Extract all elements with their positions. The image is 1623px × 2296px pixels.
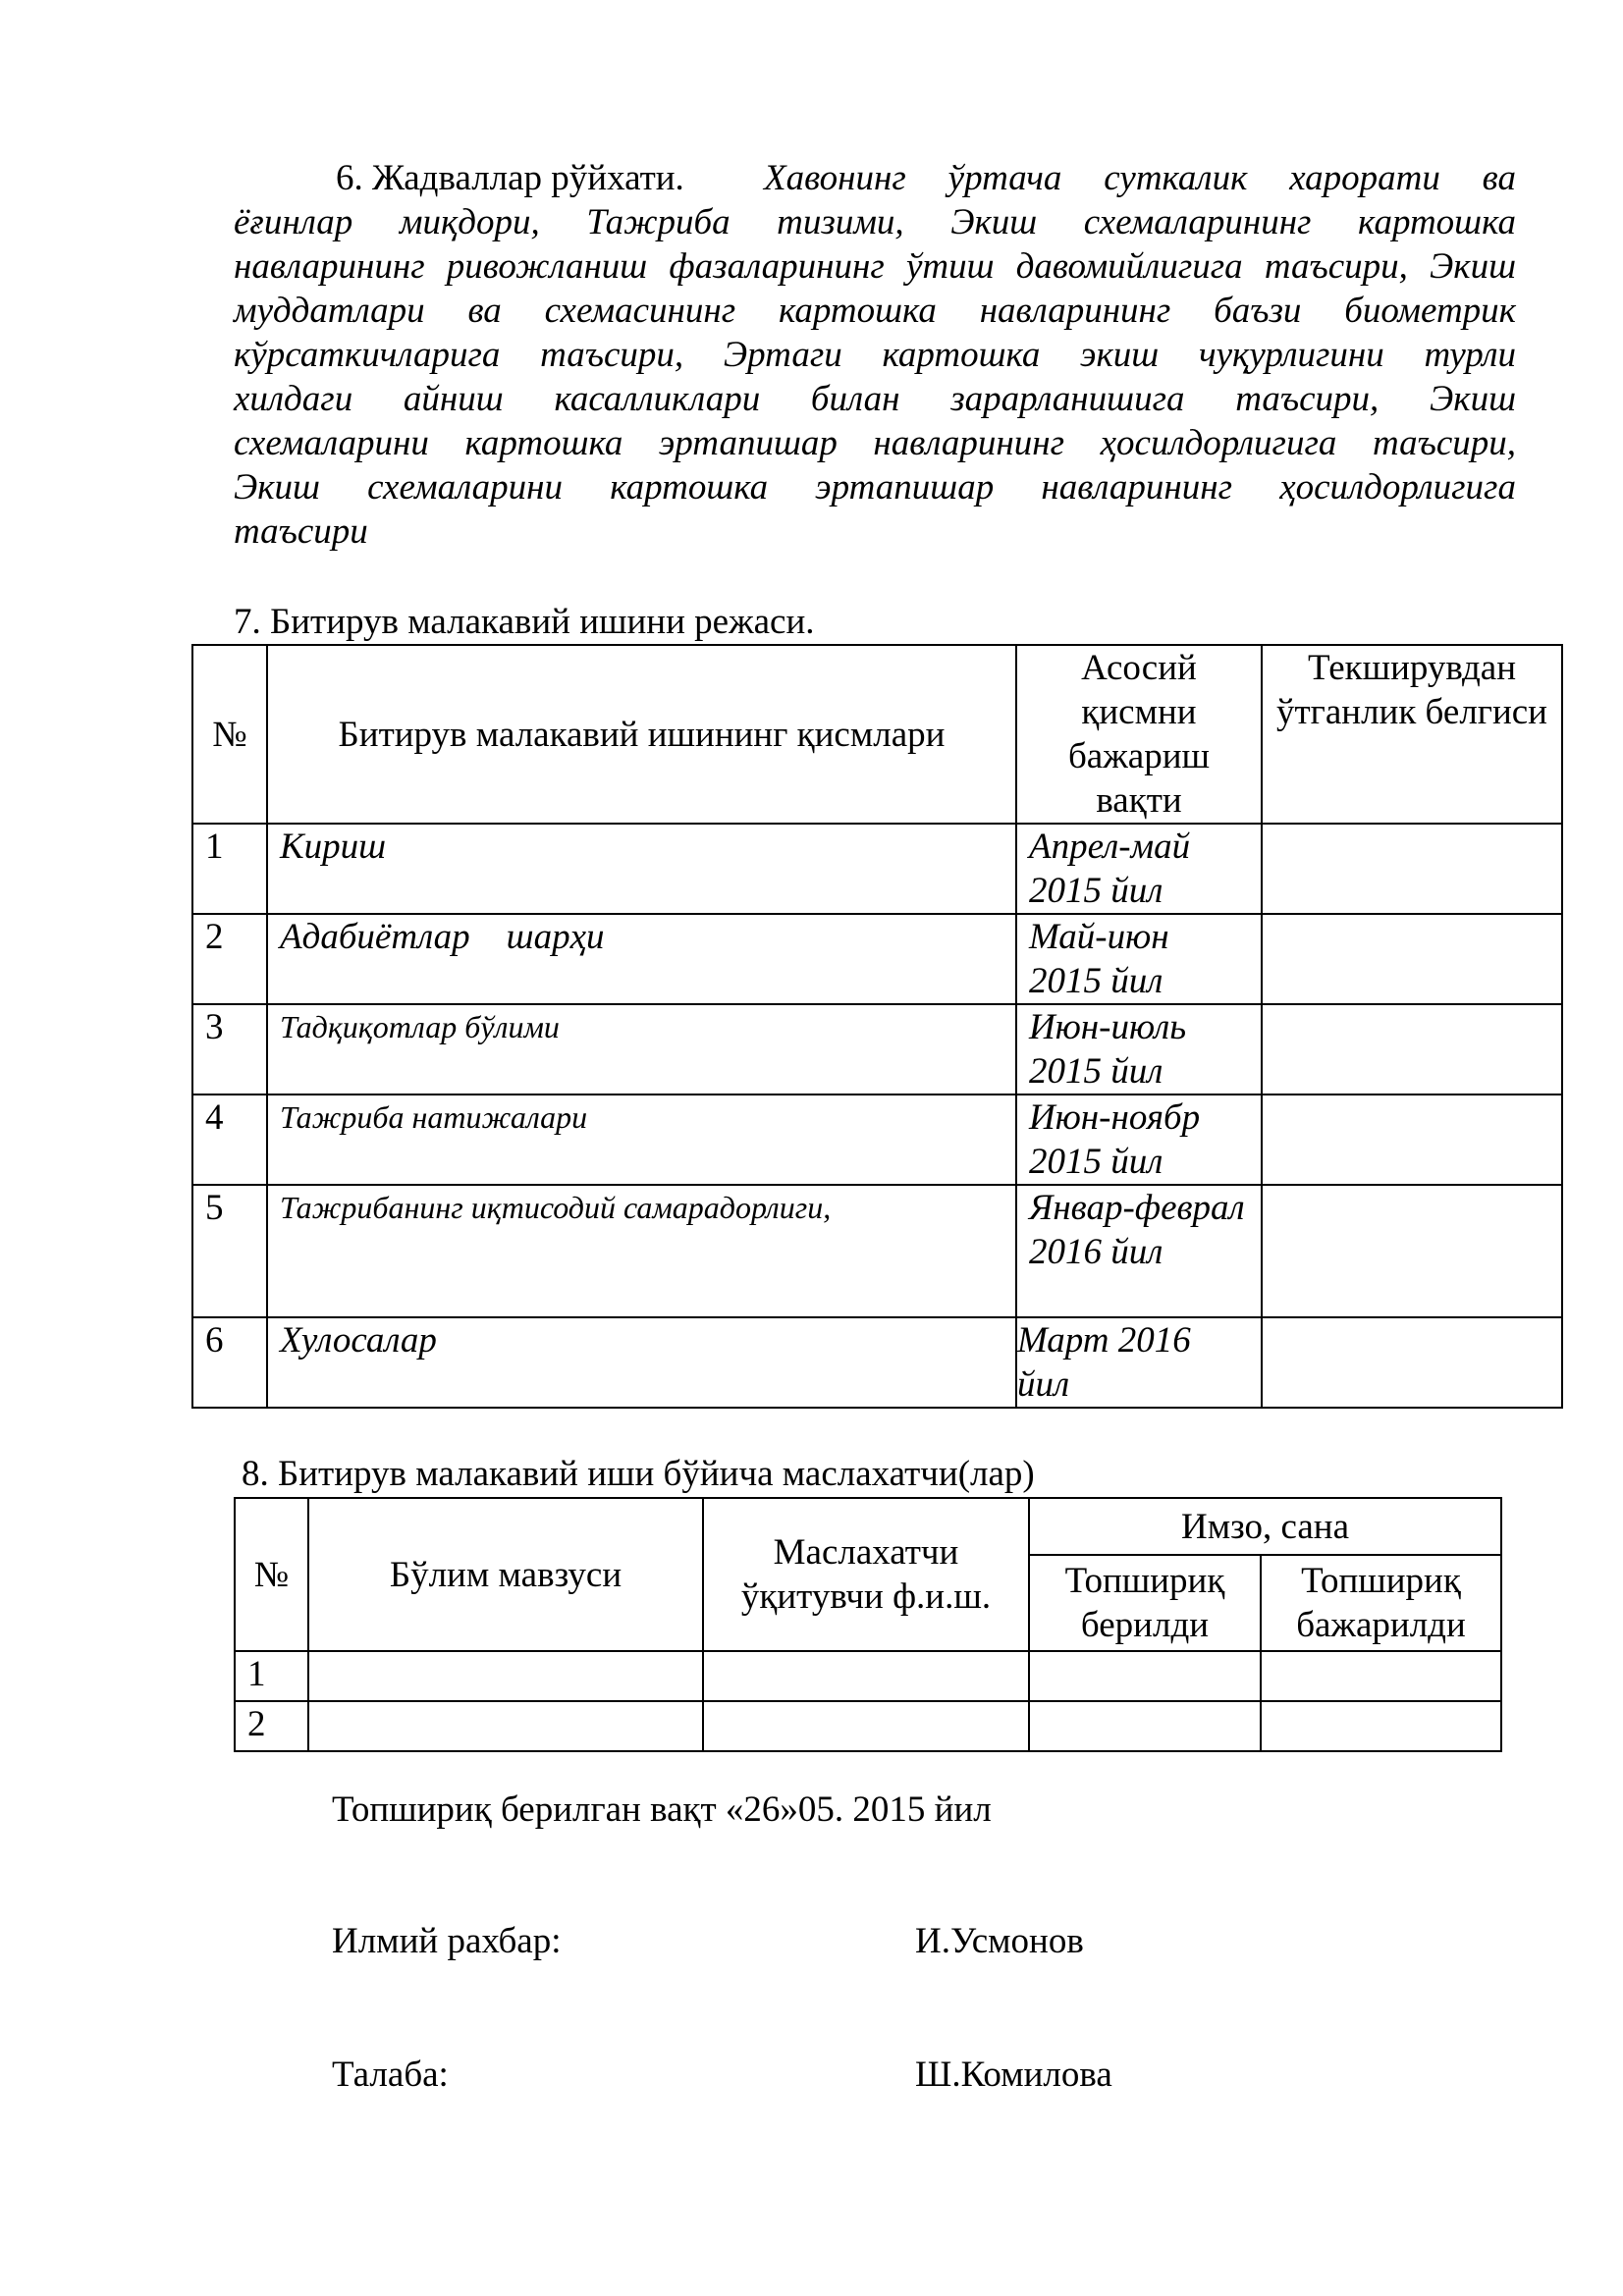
row-time: Май-июн 2015 йил — [1016, 914, 1262, 1004]
consultants-header-topic: Бўлим мавзуси — [308, 1498, 703, 1651]
section6-intro: 6. Жадваллар рўйхати. — [336, 158, 684, 198]
row-advisor — [703, 1701, 1029, 1751]
table-row — [192, 1004, 1562, 1095]
consultants-header-num: № — [235, 1498, 308, 1651]
section6-table-list — [234, 157, 1516, 555]
consultants-header-row — [235, 1498, 1501, 1555]
row-time: Апрел-май 2015 йил — [1016, 824, 1262, 914]
table-row — [192, 914, 1562, 1004]
section6-line: муддатлари ва схемасининг картошка навларининг баъзи биометрик — [234, 291, 1516, 331]
assignment-date: Топшириқ берилган вақт «26»05. 2015 йил — [332, 1789, 992, 1830]
row-num: 2 — [235, 1701, 308, 1751]
row-time: Март 2016 йил — [1016, 1317, 1262, 1408]
row-part: Тажриба натижалари — [267, 1095, 1016, 1185]
row-given — [1029, 1701, 1261, 1751]
row-check — [1262, 1095, 1562, 1185]
row-check — [1262, 914, 1562, 1004]
section6-line: навларининг ривожланиш фазаларининг ўтиш давомийлигига таъсири, Экиш — [234, 246, 1516, 287]
row-num: 1 — [235, 1651, 308, 1701]
section6-line: Хавонинг ўртача суткалик харорати ва — [764, 158, 1516, 198]
row-part: Кириш — [267, 824, 1016, 914]
row-topic — [308, 1701, 703, 1751]
table-row — [192, 824, 1562, 914]
plan-header-parts: Битирув малакавий ишининг қисмлари — [267, 645, 1016, 824]
plan-header-row — [192, 645, 1562, 824]
table-row — [235, 1651, 1501, 1701]
section6-line: Экиш схемаларини картошка эртапишар навларининг ҳосилдорлигига — [234, 467, 1516, 507]
row-advisor — [703, 1651, 1029, 1701]
row-done — [1261, 1651, 1501, 1701]
supervisor-name: И.Усмонов — [915, 1921, 1084, 1961]
row-num: 5 — [192, 1185, 267, 1317]
section6-line: кўрсаткичларига таъсири, Эртаги картошка экиш чуқурлигини турли — [234, 335, 1516, 375]
row-check — [1262, 824, 1562, 914]
row-part: Тадқиқотлар бўлими — [267, 1004, 1016, 1095]
row-part: Тажрибанинг иқтисодий самарадорлиги, — [267, 1185, 1016, 1317]
supervisor-label: Илмий рахбар: — [332, 1921, 562, 1961]
row-time: Июн-июль 2015 йил — [1016, 1004, 1262, 1095]
consultants-table — [234, 1497, 1502, 1752]
table-row — [235, 1701, 1501, 1751]
section6-line: ёғинлар миқдори, Тажриба тизими, Экиш схемаларининг картошка — [234, 202, 1516, 242]
consultants-header-advisor: Маслахатчи ўқитувчи ф.и.ш. — [703, 1498, 1029, 1651]
consultants-header-done: Топшириқ бажарилди — [1261, 1555, 1501, 1651]
section6-line: хилдаги айниш касалликлари билан зарарланишига таъсири, Экиш — [234, 379, 1516, 419]
row-part: Адабиётлар шарҳи — [267, 914, 1016, 1004]
plan-table — [191, 644, 1563, 1409]
row-num: 4 — [192, 1095, 267, 1185]
consultants-header-signature: Имзо, сана — [1029, 1498, 1501, 1555]
row-given — [1029, 1651, 1261, 1701]
section6-line: таъсири — [234, 511, 368, 552]
row-num: 3 — [192, 1004, 267, 1095]
table-row — [192, 1095, 1562, 1185]
table-row — [192, 1317, 1562, 1408]
row-part: Хулосалар — [267, 1317, 1016, 1408]
table-row — [192, 1185, 1562, 1317]
plan-header-check: Текширувдан ўтганлик белгиси — [1262, 645, 1562, 824]
student-label: Талаба: — [332, 2055, 449, 2095]
row-topic — [308, 1651, 703, 1701]
student-name: Ш.Комилова — [915, 2055, 1112, 2095]
row-done — [1261, 1701, 1501, 1751]
row-check — [1262, 1004, 1562, 1095]
plan-header-time: Асосий қисмни бажариш вақти — [1016, 645, 1262, 824]
row-num: 6 — [192, 1317, 267, 1408]
section7-heading: 7. Битирув малакавий ишини режаси. — [234, 602, 815, 642]
row-time: Январ-феврал 2016 йил — [1016, 1185, 1262, 1317]
row-num: 2 — [192, 914, 267, 1004]
section6-line: схемаларини картошка эртапишар навларининг ҳосилдорлигига таъсири, — [234, 423, 1516, 463]
row-time: Июн-ноябр 2015 йил — [1016, 1095, 1262, 1185]
consultants-header-given: Топшириқ берилди — [1029, 1555, 1261, 1651]
plan-header-num: № — [192, 645, 267, 824]
section8-heading: 8. Битирув малакавий иши бўйича маслахатчи(лар) — [242, 1454, 1035, 1494]
row-num: 1 — [192, 824, 267, 914]
row-check — [1262, 1317, 1562, 1408]
row-check — [1262, 1185, 1562, 1317]
